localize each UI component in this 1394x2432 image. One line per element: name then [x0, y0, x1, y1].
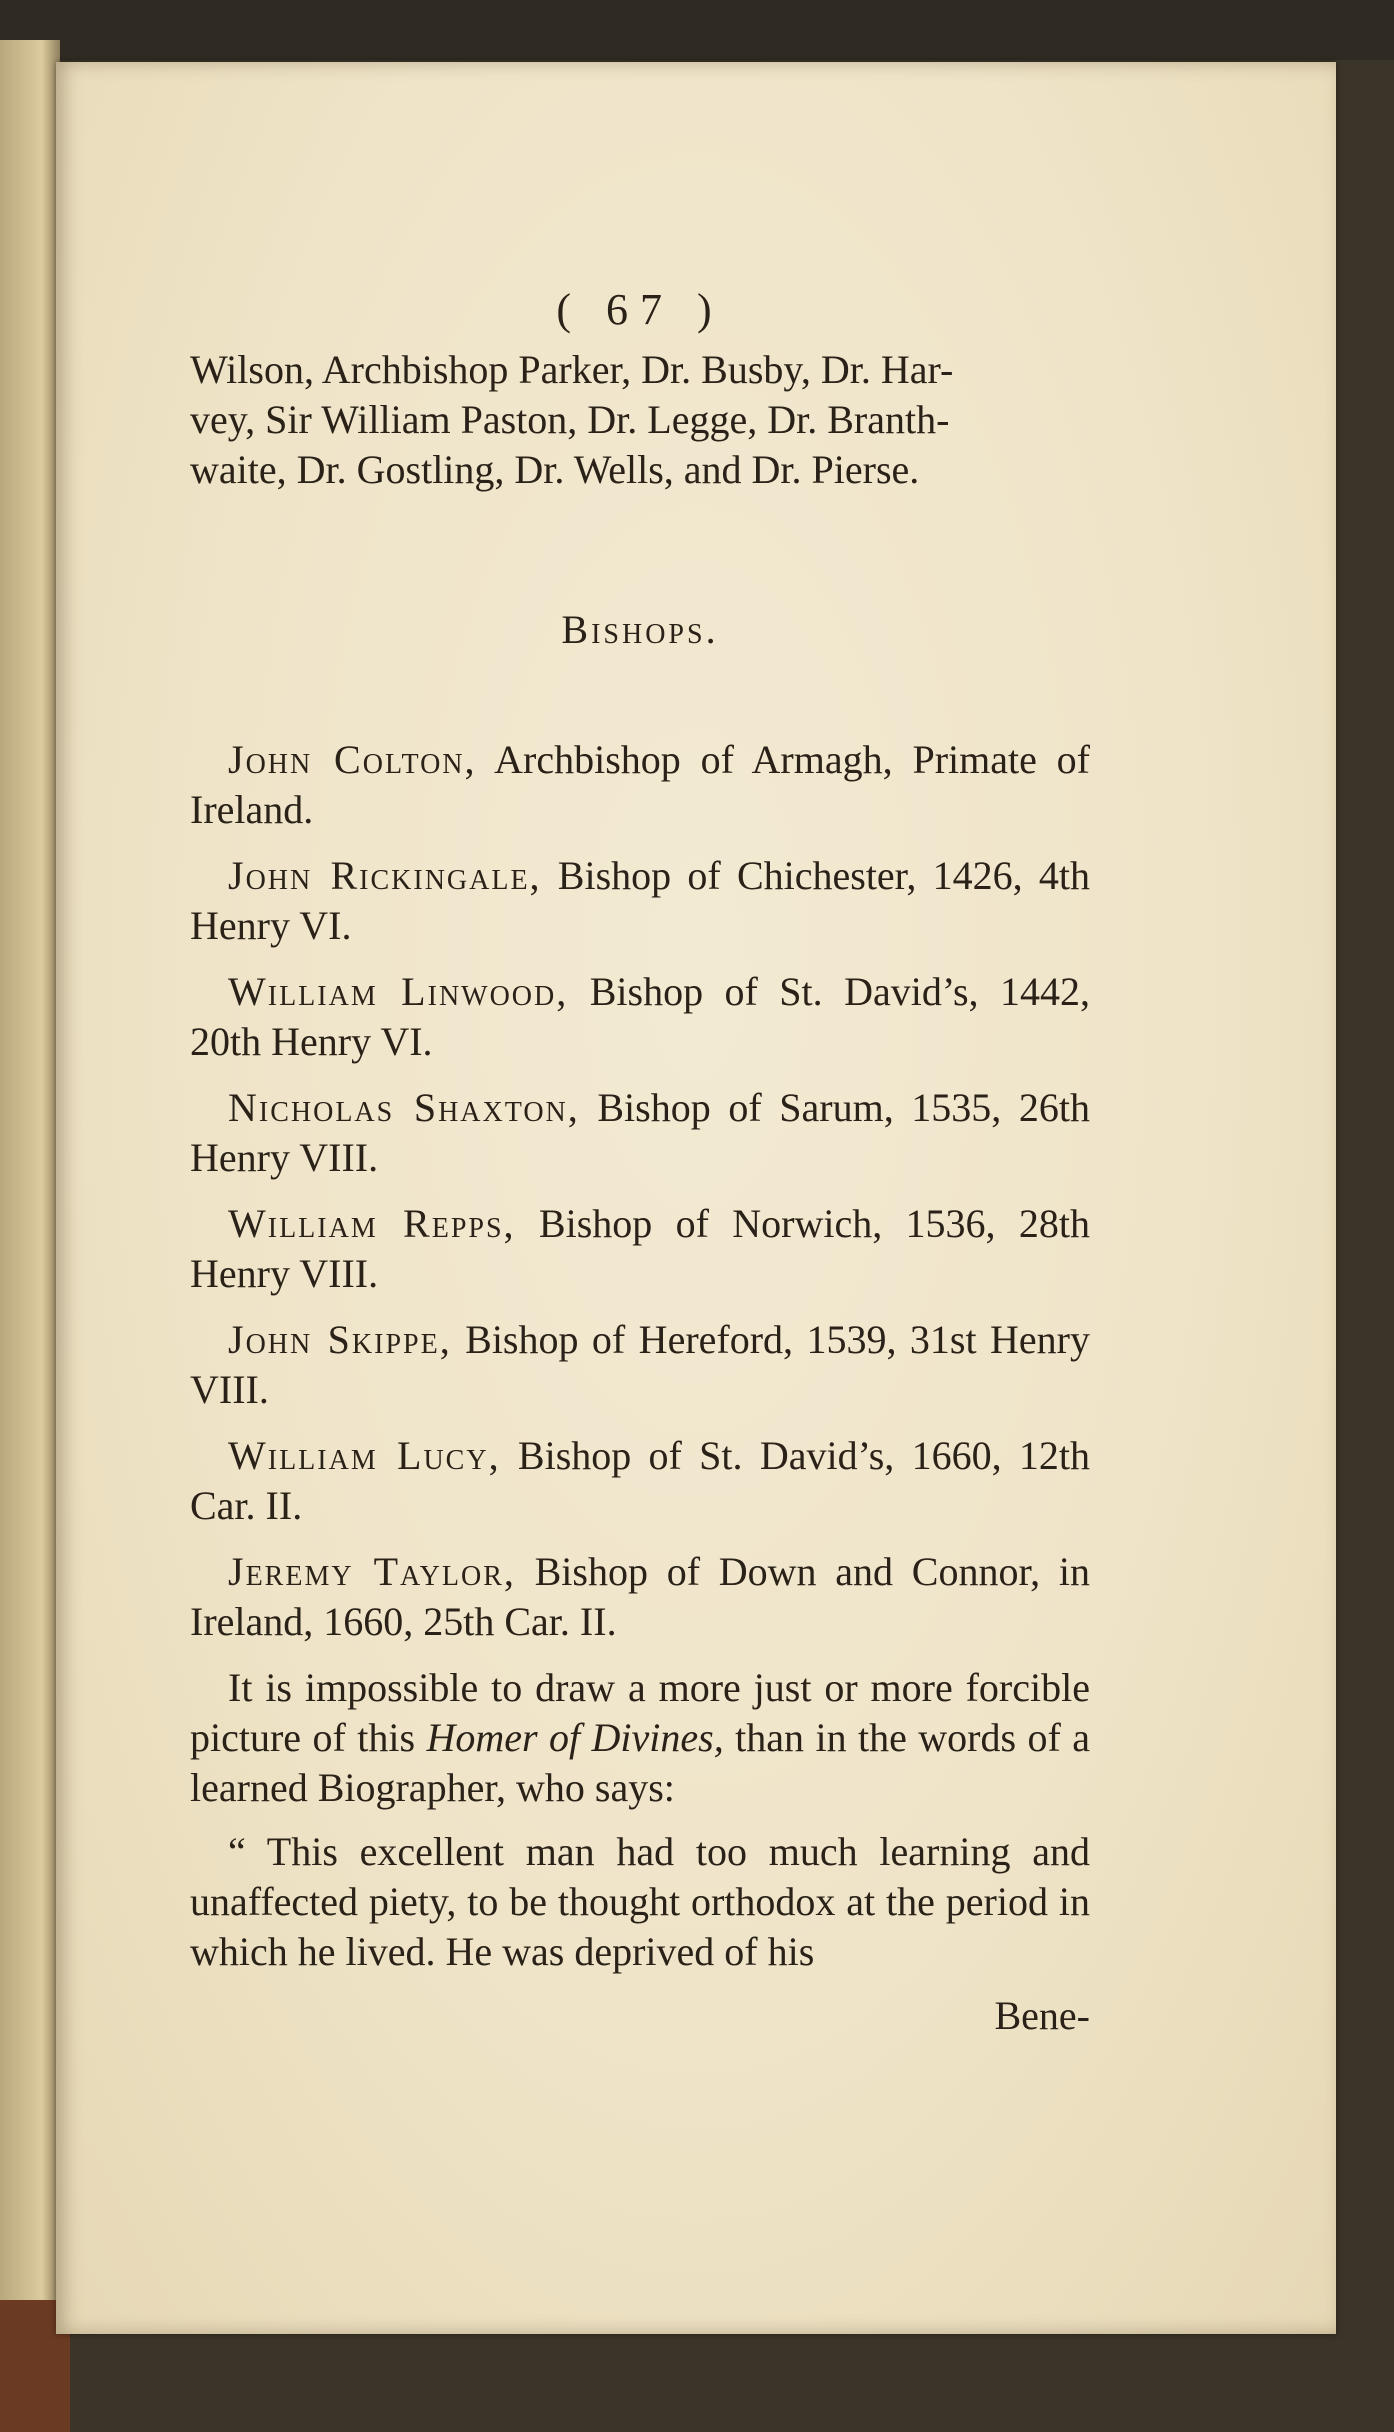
- bishop-entry: [190, 1315, 1090, 1415]
- paragraph-text: than in the words of a learned Biographer, who says:: [190, 1715, 1091, 1810]
- bishop-detail: Archbishop of Armagh, Primate of Ireland.: [190, 737, 1091, 832]
- bishop-name: Jeremy Taylor,: [228, 1549, 516, 1594]
- bishop-name: William Lucy,: [228, 1433, 501, 1478]
- quotation-paragraph: “ This excellent man had too much learning and unaffected piety, to be thought orthodox at the period in which he lived. He was deprived of his: [190, 1829, 1090, 1974]
- paragraph-italic: Homer of Divines,: [426, 1715, 724, 1760]
- bishop-detail: Bishop of St. David’s, 1660, 12th Car. II.: [190, 1433, 1091, 1528]
- page-text: [190, 285, 1090, 2041]
- bishop-detail: Bishop of St. David’s, 1442, 20th Henry VI.: [190, 969, 1090, 1064]
- intro-line: Wilson, Archbishop Parker, Dr. Busby, Dr. Har-: [190, 347, 954, 392]
- bishop-name: William Repps,: [228, 1201, 516, 1246]
- left-page-edge: [0, 40, 60, 2340]
- bishop-detail: Bishop of Norwich, 1536, 28th Henry VIII.: [190, 1201, 1090, 1296]
- bishop-name: John Colton,: [228, 737, 477, 782]
- intro-paragraph: [190, 345, 1090, 495]
- bishop-entry: [190, 1547, 1090, 1647]
- bishop-entry: [190, 735, 1090, 835]
- bishop-entry: [190, 1431, 1090, 1531]
- bishop-entry: [190, 1199, 1090, 1299]
- bishop-name: John Rickingale,: [228, 853, 542, 898]
- bishop-detail: Bishop of Down and Connor, in Ireland, 1660, 25th Car. II.: [190, 1549, 1091, 1644]
- bishop-entry: [190, 967, 1090, 1067]
- paragraph-text: It is impossible to draw a more just or more forcible picture of this: [190, 1665, 1090, 1760]
- bishop-detail: Bishop of Chichester, 1426, 4th Henry VI.: [190, 853, 1090, 948]
- bishop-name: John Skippe,: [228, 1317, 452, 1362]
- bishop-entry: [190, 851, 1090, 951]
- background-top: [0, 0, 1394, 60]
- section-heading: Bishops.: [561, 607, 719, 652]
- bishop-entry: [190, 1083, 1090, 1183]
- catchword: Bene-: [994, 1993, 1090, 2038]
- bishop-name: Nicholas Shaxton,: [228, 1085, 580, 1130]
- bishop-name: William Linwood,: [228, 969, 569, 1014]
- intro-line: vey, Sir William Paston, Dr. Legge, Dr. Branth-: [190, 397, 950, 442]
- bishop-detail: Bishop of Sarum, 1535, 26th Henry VIII.: [190, 1085, 1091, 1180]
- page-number: ( 67 ): [556, 285, 724, 334]
- bishop-detail: Bishop of Hereford, 1539, 31st Henry VIII.: [190, 1317, 1090, 1412]
- intro-line: waite, Dr. Gostling, Dr. Wells, and Dr. Pierse.: [190, 447, 920, 492]
- biography-paragraph: [190, 1663, 1090, 1813]
